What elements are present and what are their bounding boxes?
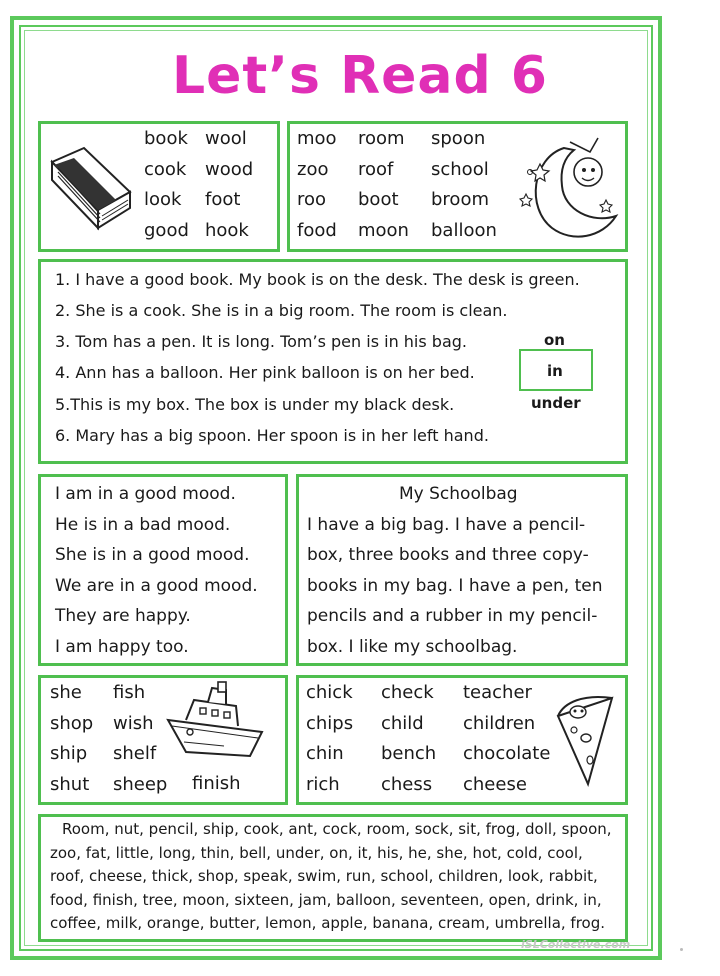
word: roof bbox=[358, 158, 394, 180]
word: cook bbox=[144, 158, 187, 180]
word: zoo bbox=[297, 158, 329, 180]
decorative-dot bbox=[680, 948, 683, 951]
word: teacher bbox=[463, 682, 532, 703]
word: wood bbox=[205, 158, 254, 180]
oo-long-column-2 bbox=[358, 124, 409, 246]
preposition-under: under bbox=[531, 394, 581, 412]
word: moon bbox=[358, 219, 409, 241]
word: chick bbox=[306, 682, 353, 703]
word: chess bbox=[381, 773, 433, 795]
moon-icon bbox=[512, 128, 624, 250]
word: shut bbox=[50, 773, 90, 795]
sentence-1: 1. I have a good book. My book is on the desk. The desk is green. bbox=[55, 270, 580, 289]
ch-column-2 bbox=[381, 678, 436, 800]
word: child bbox=[381, 712, 424, 734]
watermark: iSLCollective.com bbox=[521, 938, 631, 951]
oo-long-column-1 bbox=[297, 124, 337, 246]
mood-line: He is in a bad mood. bbox=[55, 514, 231, 535]
oo-column-1 bbox=[144, 124, 189, 246]
sentence-2: 2. She is a cook. She is in a big room. The room is clean. bbox=[55, 301, 508, 320]
book-icon bbox=[44, 140, 136, 239]
word: chocolate bbox=[463, 743, 551, 764]
mood-text bbox=[55, 479, 258, 662]
word: spoon bbox=[431, 128, 486, 149]
schoolbag-line: I have a big bag. I have a pencil- bbox=[307, 514, 586, 535]
preposition-on: on bbox=[544, 331, 565, 349]
word: good bbox=[144, 219, 189, 241]
word-list-line: food, finish, tree, moon, sixteen, jam, balloon, seventeen, open, drink, in, bbox=[50, 890, 602, 909]
sentence-6: 6. Mary has a big spoon. Her spoon is in her left hand. bbox=[55, 426, 489, 445]
word: foot bbox=[205, 189, 241, 210]
cheese-icon bbox=[554, 688, 618, 794]
word: shelf bbox=[113, 743, 157, 764]
sh-column-2 bbox=[113, 678, 167, 800]
schoolbag-text bbox=[307, 479, 603, 662]
sentence-5: 5.This is my box. The box is under my black desk. bbox=[55, 395, 455, 414]
mood-line: We are in a good mood. bbox=[55, 575, 258, 596]
sh-word-finish: finish bbox=[192, 773, 241, 794]
word-list-line: zoo, fat, little, long, thin, bell, under, on, it, his, he, she, hot, cold, cool, bbox=[50, 843, 583, 862]
oo-column-2 bbox=[205, 124, 253, 246]
oo-long-column-3 bbox=[431, 124, 497, 246]
word: hook bbox=[205, 219, 249, 241]
word: rich bbox=[306, 773, 340, 795]
mood-line: She is in a good mood. bbox=[55, 545, 250, 565]
word: chin bbox=[306, 743, 344, 764]
page-title: Let’s Read 6 bbox=[172, 46, 548, 106]
word: sheep bbox=[113, 773, 168, 795]
word: cheese bbox=[463, 773, 527, 795]
word: shop bbox=[50, 712, 94, 734]
word: wool bbox=[205, 128, 247, 149]
mood-line: They are happy. bbox=[55, 606, 191, 626]
ship-icon bbox=[164, 680, 268, 764]
schoolbag-line: books in my bag. I have a pen, ten bbox=[307, 575, 603, 596]
mood-line: I am happy too. bbox=[55, 636, 189, 657]
word-list-line: coffee, milk, orange, butter, lemon, apple, banana, cream, umbrella, frog. bbox=[50, 914, 606, 932]
word: roo bbox=[297, 189, 327, 210]
word: balloon bbox=[431, 219, 497, 241]
word: moo bbox=[297, 128, 337, 149]
schoolbag-line: pencils and a rubber in my pencil- bbox=[307, 606, 598, 626]
word-list bbox=[50, 818, 630, 936]
word: broom bbox=[431, 189, 489, 210]
word-list-line: Room, nut, pencil, ship, cook, ant, cock, room, sock, sit, frog, doll, spoon, bbox=[62, 820, 612, 838]
word: children bbox=[463, 712, 536, 734]
preposition-in: in bbox=[547, 362, 563, 380]
sentence-4: 4. Ann has a balloon. Her pink balloon is on her bed. bbox=[55, 363, 475, 382]
word: ship bbox=[50, 743, 88, 764]
word: look bbox=[144, 189, 182, 210]
ch-column-1 bbox=[306, 678, 353, 800]
ch-column-3 bbox=[463, 678, 550, 800]
schoolbag-line: box, three books and three copy- bbox=[307, 545, 589, 565]
word: chips bbox=[306, 712, 354, 734]
sh-column-1 bbox=[50, 678, 93, 800]
word: fish bbox=[113, 682, 146, 703]
word: she bbox=[50, 682, 82, 703]
mood-line: I am in a good mood. bbox=[55, 484, 236, 504]
word: book bbox=[144, 128, 188, 149]
schoolbag-title: My Schoolbag bbox=[399, 484, 518, 504]
sentence-3: 3. Tom has a pen. It is long. Tom’s pen is in his bag. bbox=[55, 332, 467, 351]
word: check bbox=[381, 682, 434, 703]
word: bench bbox=[381, 743, 437, 764]
word: school bbox=[431, 158, 489, 180]
word: boot bbox=[358, 189, 399, 210]
word: wish bbox=[113, 712, 154, 734]
word: food bbox=[297, 219, 337, 241]
word-list-line: roof, cheese, thick, shop, speak, swim, run, school, children, look, rabbit, bbox=[50, 867, 598, 885]
schoolbag-line: box. I like my schoolbag. bbox=[307, 636, 518, 657]
word: room bbox=[358, 128, 405, 149]
